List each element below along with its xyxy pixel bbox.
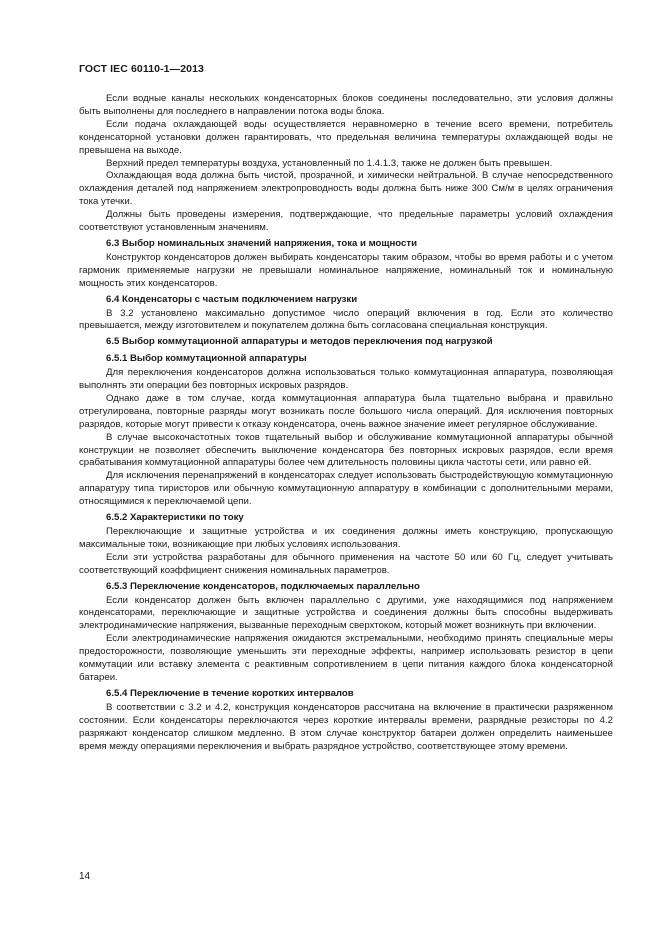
subsection-heading: 6.5.4 Переключение в течение коротких интервалов — [106, 687, 354, 699]
paragraph: Должны быть проведены измерения, подтверждающие, что предельные параметры условий охлаждения соответствуют установленным значениям. — [79, 209, 613, 234]
document-body — [79, 93, 613, 753]
paragraph: В 3.2 установлено максимально допустимое число операций включения в год. Если это количество превышается, между изготовителем и покупателем должна быть согласована специальная конструкция. — [79, 307, 613, 332]
paragraph: Конструктор конденсаторов должен выбирать конденсаторы таким образом, чтобы во время работы и с учетом гармоник применяемые нагрузки не превышали номинальное напряжение, номинальный ток и номинальную мощность этих конденсаторов. — [79, 251, 613, 289]
section-heading: 6.4 Конденсаторы с частым подключением нагрузки — [106, 293, 358, 305]
paragraph: Переключающие и защитные устройства и их соединения должны иметь конструкцию, пропускающую максимальные токи, возникающие при любых условиях использования. — [79, 526, 613, 550]
subsection-heading: 6.5.3 Переключение конденсаторов, подключаемых параллельно — [106, 580, 420, 592]
paragraph: В соответствии с 3.2 и 4.2, конструкция конденсаторов рассчитана на включение в практически разряженном состоянии. Если конденсаторы переключаются через короткие интервалы времени, разрядные резисторы по 4.2 разряжают конденсатор слишком медленно. В этом случае конструктор батареи должен определить наименьшее время между операциями переключения и выбрать разрядное устройство, соответствующее этому времени. — [79, 701, 613, 752]
document-header: ГОСТ IEC 60110-1—2013 — [79, 63, 204, 75]
paragraph: В случае высокочастотных токов тщательный выбор и обслуживание коммутационной аппаратуры обычной конструкции не позволяет обеспечить выключение конденсатора без повторных искровых разрядов, если время срабатывания коммутационной аппаратуры более чем длительность половины цикла частоты сети, или равно ей. — [79, 431, 613, 469]
page-number: 14 — [79, 871, 91, 882]
subsection-heading: 6.5.1 Выбор коммутационной аппаратуры — [106, 353, 307, 365]
paragraph: Однако даже в том случае, когда коммутационная аппаратура была тщательно выбрана и правильно отрегулирована, повторные разряды могут возникать после большого числа операций. Для исключения повторных разрядов, которые могут привести к отказу конденсатора, очень важное значение имеет регулярное обслуживание. — [79, 392, 613, 430]
paragraph: Охлаждающая вода должна быть чистой, прозрачной, и химически нейтральной. В случае непосредственного охлаждения деталей под напряжением электропроводность воды должна быть ниже 300 См/м в целях ограничения тока утечки. — [79, 170, 613, 208]
paragraph: Для переключения конденсаторов должна использоваться только коммутационная аппаратура, позволяющая выполнять эти операции без повторных искровых разрядов. — [79, 367, 613, 392]
paragraph: Если конденсатор должен быть включен параллельно с другими, уже находящимися под напряжением конденсаторами, переключающие и защитные устройства и соединения должны быть способны выдерживать электродинамические напряжения, вызванные переходным сверхтоком, который может возникнуть при включении. — [79, 594, 613, 632]
paragraph: Если водные каналы нескольких конденсаторных блоков соединены последовательно, эти условия должны быть выполнены для последнего в направлении потока воды блока. — [79, 93, 613, 117]
paragraph: Если подача охлаждающей воды осуществляется неравномерно в течение всего времени, потребитель конденсаторной установки должен гарантировать, что предельная величина температуры охлаждающей воды не превышена на выходе. — [79, 118, 613, 156]
paragraph: Если электродинамические напряжения ожидаются экстремальными, необходимо принять специальные меры предосторожности, позволяющие уменьшить эти переходные эффекты, например использовать резистор в цепи коммутации или вставку элемента с реактивным сопротивлением в цепи питания каждого блока конденсаторной батареи. — [79, 633, 613, 683]
section-heading: 6.5 Выбор коммутационной аппаратуры и методов переключения под нагрузкой — [106, 336, 493, 348]
paragraph: Если эти устройства разработаны для обычного применения на частоте 50 или 60 Гц, следует учитывать соответствующий коэффициент снижения номинальных параметров. — [79, 551, 613, 576]
paragraph: Для исключения перенапряжений в конденсаторах следует использовать быстродействующую коммутационную аппаратуру типа тиристоров или обычную коммутационную аппаратуру в комбинации с дополнительными мерами, относящимися к переключаемой цепи. — [79, 470, 613, 508]
subsection-heading: 6.5.2 Характеристики по току — [106, 512, 244, 524]
section-heading: 6.3 Выбор номинальных значений напряжения, тока и мощности — [106, 237, 417, 249]
paragraph: Верхний предел температуры воздуха, установленный по 1.4.1.3, также не должен быть превышен. — [106, 157, 553, 169]
